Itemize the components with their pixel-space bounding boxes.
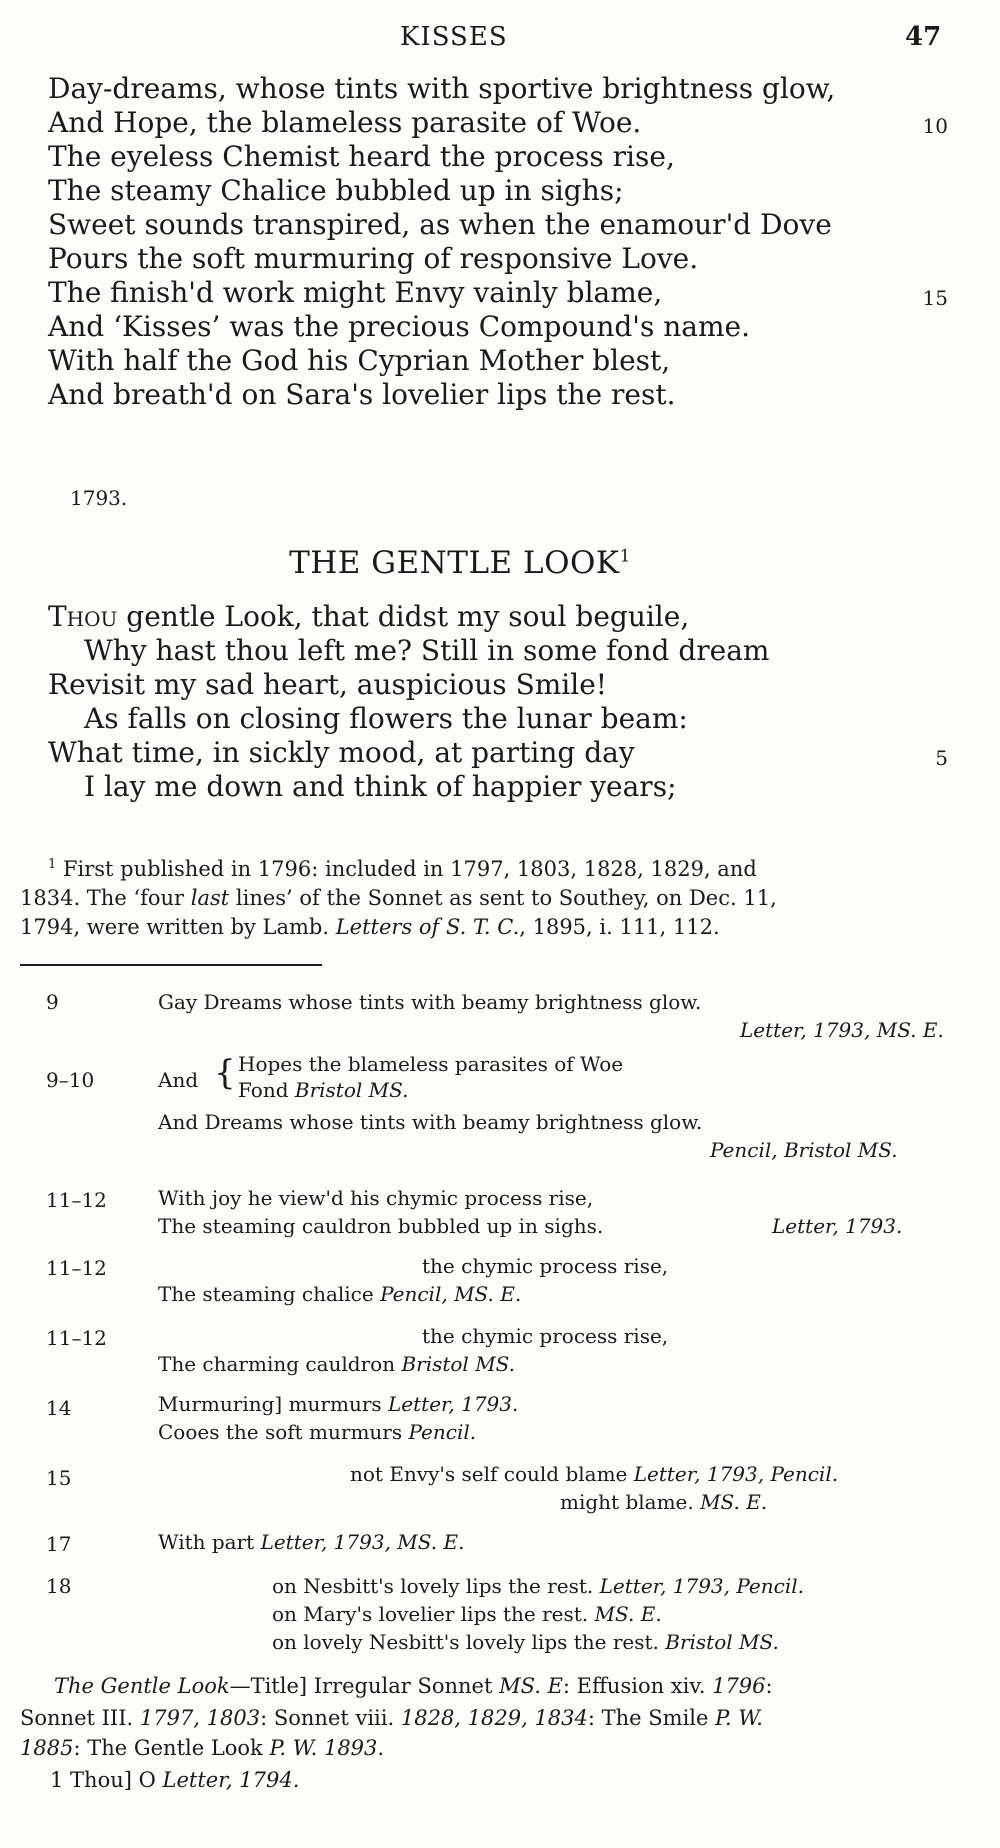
poem-line: As falls on closing flowers the lunar beam:	[84, 702, 688, 735]
poem-line: Why hast thou left me? Still in some fond dream	[84, 634, 770, 667]
poem-line: I lay me down and think of happier years;	[84, 770, 677, 803]
poem-line: Thou gentle Look, that didst my soul beguile,	[48, 600, 690, 633]
poem-line: The steamy Chalice bubbled up in sighs;	[48, 174, 624, 207]
line-number: 5	[935, 746, 948, 770]
poem-line: Sweet sounds transpired, as when the enamour'd Dove	[48, 208, 832, 241]
poem-line: The finish'd work might Envy vainly blame,	[48, 276, 663, 309]
page-number: 47	[905, 22, 942, 52]
poem-title: THE GENTLE LOOK$^1$	[289, 545, 631, 581]
poem-line: And Hope, the blameless parasite of Woe.	[48, 106, 642, 139]
poem-line: Day-dreams, whose tints with sportive brightness glow,	[48, 72, 836, 105]
poem-date: 1793.	[70, 486, 128, 510]
footnote-divider	[20, 964, 322, 966]
running-title: KISSES	[400, 22, 508, 52]
running-header	[0, 18, 1000, 58]
poem-line: The eyeless Chemist heard the process rise,	[48, 140, 675, 173]
line-number: 10	[922, 114, 948, 138]
poem-line: And breath'd on Sara's lovelier lips the rest.	[48, 378, 676, 411]
footnote: $^1$ First published in 1796: included in 1797, 1803, 1828, 1829, and 1834. The ‘four last lines’ of the Sonnet as sent to Southey, on Dec. 11, 1794, were written by Lamb. Letters of S. T. C., 1895, i. 111, 112.	[20, 857, 777, 939]
line-number: 15	[922, 286, 948, 310]
footnote-mark: 1	[619, 546, 631, 567]
poem-line: Pours the soft murmuring of responsive Love.	[48, 242, 699, 275]
poem-line: With half the God his Cyprian Mother blest,	[48, 344, 671, 377]
poem-line: What time, in sickly mood, at parting day	[48, 736, 635, 769]
poem-line: Revisit my sad heart, auspicious Smile!	[48, 668, 608, 701]
poem-line: And ‘Kisses’ was the precious Compound's name.	[48, 310, 751, 343]
